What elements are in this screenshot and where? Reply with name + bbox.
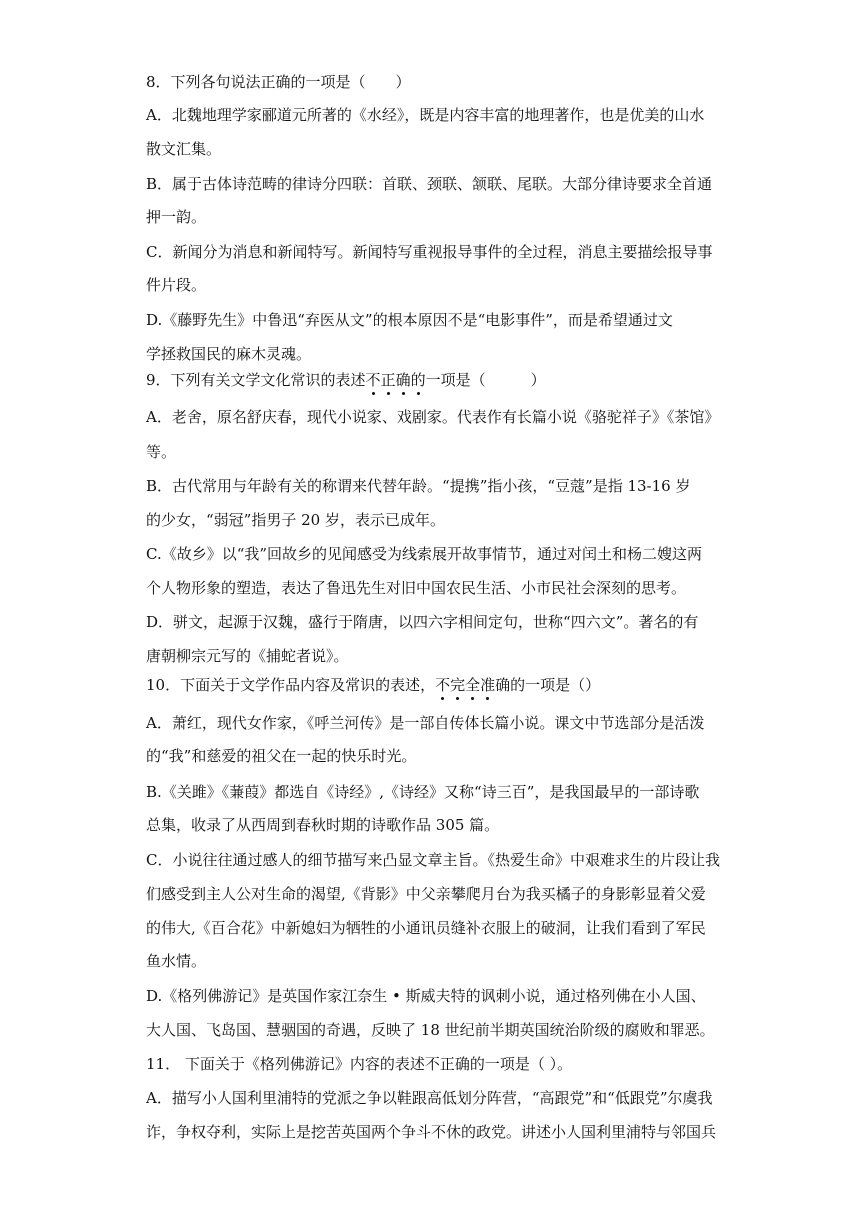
question-8-option-d-cont: 学拯救国民的麻木灵魂。 [146, 345, 312, 363]
question-10-option-b: B.《关雎》《蒹葭》都选自《诗经》,《诗经》又称“诗三百”，是我国最早的一部诗歌 [146, 783, 700, 801]
question-9-option-b-cont: 的少女，“弱冠”指男子 20 岁，表示已成年。 [146, 511, 445, 529]
question-10-option-a: A．萧红，现代女作家，《呼兰河传》是一部自传体长篇小说。课文中节选部分是活泼 [146, 714, 705, 732]
question-10-stem-start: 10．下面关于文学作品内容及常识的表述， [146, 676, 436, 694]
emphasis-char: 完 [450, 676, 466, 694]
emphasis-char: 的 [410, 371, 426, 389]
question-8-option-b: B．属于古体诗范畴的律诗分四联：首联、颈联、颔联、尾联。大部分律诗要求全首通 [146, 175, 713, 193]
question-9-option-c-cont: 个人物形象的塑造，表达了鲁迅先生对旧中国农民生活、小市民社会深刻的思考。 [146, 579, 687, 597]
question-10-option-c-line2: 们感受到主人公对生命的渴望,《背影》中父亲攀爬月台为我买橘子的身影彰显着父爱 [146, 885, 706, 903]
question-11-option-a: A．描写小人国利里浦特的党派之争以鞋跟高低划分阵营，“高跟党”和“低跟党”尔虞我 [146, 1089, 713, 1107]
emphasis-char: 确 [395, 371, 411, 389]
emphasis-char: 不 [365, 371, 381, 389]
emphasis-char: 不 [435, 676, 451, 694]
question-8-option-b-cont: 押一韵。 [146, 208, 207, 226]
question-10-option-d-cont: 大人国、飞岛国、慧骃国的奇遇，反映了 18 世纪前半期英国统治阶级的腐败和罪恶。 [146, 1021, 715, 1039]
question-8-option-c-cont: 件片段。 [146, 276, 207, 294]
question-8-stem: 8．下列各句说法正确的一项是（ ） [146, 73, 411, 91]
question-9-option-a: A．老舍，原名舒庆春，现代小说家、戏剧家。代表作有长篇小说《骆驼祥子》《茶馆》 [146, 408, 720, 426]
question-10-stem [146, 675, 600, 695]
question-9-option-b: B．古代常用与年龄有关的称谓来代替年龄。“提携”指小孩，“豆蔻”是指 13-16 岁 [146, 477, 691, 495]
question-9-option-d-cont: 唐朝柳宗元写的《捕蛇者说》。 [146, 647, 349, 665]
question-9-stem [146, 370, 546, 390]
question-11-option-a-cont: 诈，争权夺利，实际上是挖苦英国两个争斗不休的政党。讲述小人国利里浦特与邻国兵 [146, 1123, 717, 1141]
question-8-option-a: A．北魏地理学家郦道元所著的《水经》，既是内容丰富的地理著作，也是优美的山水 [146, 106, 705, 124]
question-11-stem: 11． 下面关于《格列佛游记》内容的表述不正确的一项是（ ）。 [146, 1055, 573, 1073]
question-10-option-b-cont: 总集，收录了从西周到春秋时期的诗歌作品 305 篇。 [146, 816, 500, 834]
question-10-option-a-cont: 的“我”和慈爱的祖父在一起的快乐时光。 [146, 747, 417, 765]
question-9-stem-start: 9．下列有关文学文化常识的表述 [146, 371, 366, 389]
emphasis-char: 全 [465, 676, 481, 694]
question-10-option-c-line3: 的伟大,《百合花》中新媳妇为牺牲的小通讯员缝补衣服上的破洞，让我们看到了军民 [146, 919, 706, 937]
question-9-option-c: C.《故乡》以“我”回故乡的见闻感受为线索展开故事情节，通过对闰土和杨二嫂这两 [146, 545, 703, 563]
question-8-option-a-cont: 散文汇集。 [146, 140, 222, 158]
question-9-option-a-cont: 等。 [146, 443, 177, 461]
question-8-option-d: D.《藤野先生》中鲁迅“弃医从文”的根本原因不是“电影事件”，而是希望通过文 [146, 311, 673, 329]
question-9-stem-end: 一项是（ ） [425, 371, 546, 389]
question-10-option-c-line4: 鱼水情。 [146, 952, 207, 970]
emphasis-char: 准 [480, 676, 496, 694]
question-9-option-d: D．骈文，起源于汉魏，盛行于隋唐，以四六字相间定句，世称“四六文”。著名的有 [146, 613, 699, 631]
question-10-option-d: D.《格列佛游记》是英国作家江奈生 • 斯威夫特的讽刺小说，通过格列佛在小人国、 [146, 987, 706, 1005]
question-10-stem-end: 确的一项是（） [495, 676, 601, 694]
question-10-option-c: C．小说往往通过感人的细节描写来凸显文章主旨。《热爱生命》中艰难求生的片段让我 [146, 851, 720, 869]
question-8-option-c: C．新闻分为消息和新闻特写。新闻特写重视报导事件的全过程，消息主要描绘报导事 [146, 243, 713, 261]
emphasis-char: 正 [380, 371, 396, 389]
